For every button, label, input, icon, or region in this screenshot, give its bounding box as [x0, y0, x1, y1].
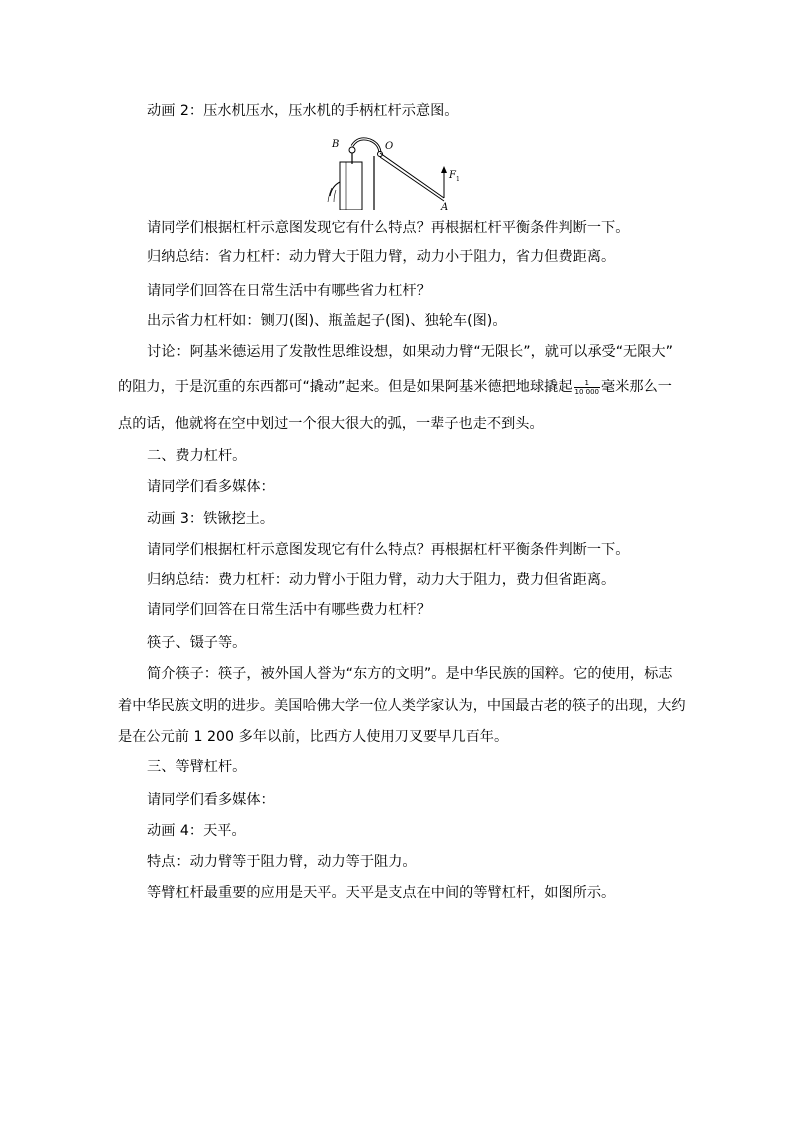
label-b: B	[332, 139, 340, 150]
paragraph-discussion-line-1: 讨论：阿基米德运用了发散性思维设想，如果动力臂“无限长”，就可以承受“无限大”	[147, 344, 673, 360]
paragraph-media-2: 请同学们看多媒体：	[147, 792, 275, 808]
paragraph-summary-1: 归纳总结：省力杠杆：动力臂大于阻力臂，动力小于阻力，省力但费距离。	[147, 249, 616, 265]
label-f1: F	[449, 170, 456, 181]
paragraph-chopsticks-line-2: 着中华民族文明的进步。美国哈佛大学一位人类学家认为，中国最古老的筷子的出现，大约	[118, 698, 686, 714]
fraction-denominator: 10 000	[574, 387, 600, 396]
heading-section-2: 二、费力杠杆。	[147, 448, 247, 464]
label-o: O	[385, 141, 394, 152]
heading-section-3: 三、等臂杠杆。	[147, 759, 247, 775]
paragraph-examples-1: 出示省力杠杆如：铡刀(图)、瓶盖起子(图)、独轮车(图)。	[147, 313, 507, 329]
paragraph-chopsticks-line-1: 简介筷子：筷子，被外国人誉为“东方的文明”。是中华民族的国粹。它的使用，标志	[147, 666, 673, 682]
paragraph-animation-3: 动画 3：铁锹挖土。	[147, 511, 275, 527]
paragraph-question-2: 请同学们回答在日常生活中有哪些省力杠杆？	[147, 283, 431, 299]
paragraph-question-3: 请同学们根据杠杆示意图发现它有什么特点？再根据杠杆平衡条件判断一下。	[147, 542, 630, 558]
paragraph-examples-2: 筷子、镊子等。	[147, 635, 247, 651]
discussion-text-a: 的阻力，于是沉重的东西都可“撬动”起来。但是如果阿基米德把地球撬起	[118, 379, 573, 395]
label-f1-sub: 1	[456, 176, 460, 183]
fraction-numerator: 1	[574, 379, 601, 388]
paragraph-discussion-line-3: 点的话，他就将在空中划过一个很大很大的弧，一辈子也走不到头。	[118, 416, 544, 432]
water-pump-lever-figure	[318, 132, 468, 210]
paragraph-question-1: 请同学们根据杠杆示意图发现它有什么特点？再根据杠杆平衡条件判断一下。	[147, 220, 630, 236]
paragraph-media-1: 请同学们看多媒体：	[147, 479, 275, 495]
paragraph-animation-2: 动画 2：压水机压水，压水机的手柄杠杆示意图。	[147, 103, 459, 119]
paragraph-summary-2: 归纳总结：费力杠杆：动力臂小于阻力臂，动力大于阻力，费力但省距离。	[147, 572, 616, 588]
paragraph-animation-4: 动画 4：天平。	[147, 823, 246, 839]
paragraph-balance: 等臂杠杆最重要的应用是天平。天平是支点在中间的等臂杠杆，如图所示。	[147, 885, 616, 901]
discussion-text-b: 毫米那么一	[601, 379, 672, 395]
paragraph-discussion-line-2	[118, 377, 698, 397]
fraction	[574, 379, 601, 396]
paragraph-feature: 特点：动力臂等于阻力臂，动力等于阻力。	[147, 854, 417, 870]
label-a: A	[441, 202, 449, 210]
paragraph-question-4: 请同学们回答在日常生活中有哪些费力杠杆？	[147, 602, 431, 618]
paragraph-chopsticks-line-3: 是在公元前 1 200 多年以前，比西方人使用刀叉要早几百年。	[118, 729, 509, 745]
